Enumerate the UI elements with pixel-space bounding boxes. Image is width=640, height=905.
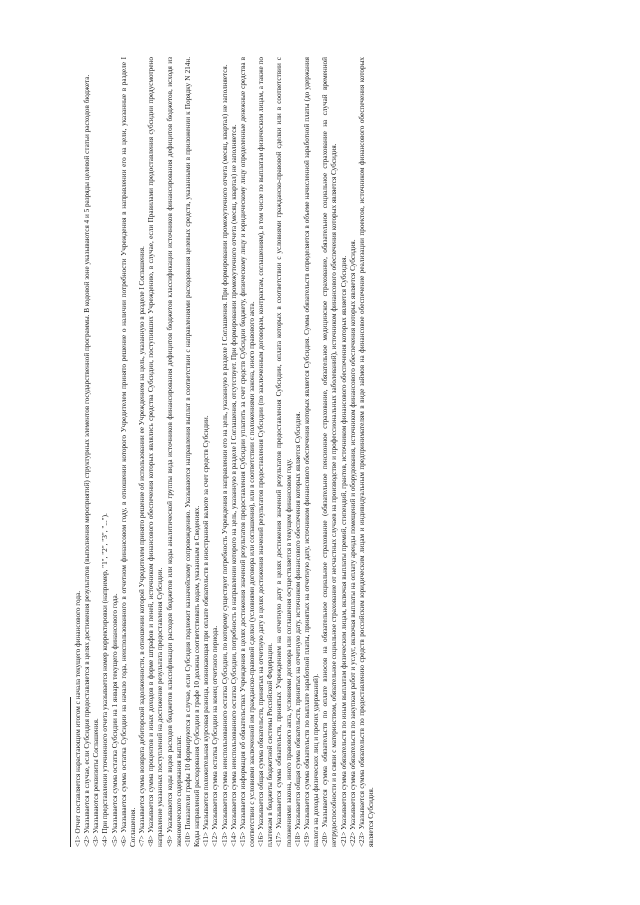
footnote-4: <4> При представлении уточненного отчета указывается номер корректировки (например, "1", "2", "3", "..."). [101, 513, 110, 847]
footnote-19: <19> Указывается сумма обязательств по выплате заработной платы, принятых на отчетную дату, источником финансового обеспечения которых является Субсидия. Сумма обязательств определяется в объеме начисленной заработной платы (до удержания налога на доходы физических лиц и прочих удержаний). [302, 57, 321, 847]
footnote-20: <20> Указывается сумма обязательств по оплате взносов на обязательное социальное страхование (обязательное пенсионное страхование, обязательное медицинское страхование, обязательное социальное страхование на случай временной нетрудоспособности и в связи с материнством, обязательное социальное страхование от несчастных случаев на производстве и профессиональных заболеваний), источником финансового обеспечения которых является Субсидия. [321, 57, 339, 847]
footnote-10: <10> Показатели графы 10 формируются в случае, если Субсидия подлежит казначейскому сопровождению. Указываются направления выплат в соответствии с направлениями расходования целевых средств, указанными в приложении к Порядку N 214н. Коды направлений расходования Субсидии в графе 10 должны соответствовать кодам, указанным в Сведениях. [183, 57, 202, 847]
footnote-1: <1> Отчет составляется нарастающим итогом с начала текущего финансового года. [74, 590, 82, 847]
footnote-3: <3> Указываются реквизиты Соглашения. [92, 718, 101, 847]
footnote-16: <16> Указывается общая сумма обязательств, принятых на отчетную дату в целях достижения значений результатов предоставления Субсидии (по заключенным договорам, контрактам, соглашениям), в том числе по выплатам физическим лицам, а также по платежам в бюджеты бюджетной системы Российской Федерации. [257, 57, 275, 847]
rotated-footnotes-block [70, 57, 570, 847]
footnote-separator-line [70, 697, 71, 847]
footnote-15: <15> Указывается информация об обязательствах Учреждения в целях достижения значений результатов предоставления Субсидии уплатить за счет средств Субсидии бюджету, физическому лицу и юридическому лицу определенные денежные средства в соответствии с условиями заключенной им гражданско-правовой сделки (условиями договора или соглашения), или в соответствии с положениями закона, иного правового акта. [238, 57, 256, 847]
footnote-13: <13> Указывается сумма неиспользованного остатка Субсидии, по которому существует потребность Учреждения в направлении его на цель, указанную в разделе I Соглашения. При формировании промежуточного отчета (месяц, квартал) не заполняется. [220, 64, 229, 847]
footnote-11: <11> Указывается положительная курсовая разница, возникающая при оплате обязательств в иностранной валюте за счет средств Субсидии. [202, 415, 211, 847]
footnote-22: <22> Указывается сумма обязательств по закупкам работ и услуг, включая выплаты на оплату аренды помещений и оборудования, источником финансового обеспечения которых является Субсидия. [348, 239, 357, 847]
footnote-21: <21> Указывается сумма обязательств по иным выплатам физическим лицам, включая выплаты премий, стипендий, грантов, источником финансового обеспечения которых является Субсидия. [339, 255, 348, 847]
footnotes-list [74, 57, 376, 847]
footnote-23: <23> Указывается сумма обязательств по предоставлению средств российским юридическим лицам и индивидуальным предпринимателям в виде займов на финансовое обеспечение реализации проектов, источником финансового обеспечения которых является Субсидия. [357, 57, 375, 847]
footnote-5: <5> Указывается сумма остатка Субсидии на 1 января текущего финансового года. [110, 593, 119, 847]
footnote-14: <14> Указывается сумма неиспользованного остатка Субсидии, потребность в направлении которого на цель, указанную в разделе I Соглашения, отсутствует. При формировании промежуточного отчета (месяц, квартал) не заполняется. [229, 124, 238, 847]
footnote-7: <7> Указывается сумма возврата дебиторской задолженности, в отношении которой Учредителем принято решение об использовании ее Учреждением на цель, указанную в разделе I Соглашения. [138, 246, 147, 847]
footnote-6: <6> Указывается сумма остатка Субсидии на начало года, неиспользованного в отчетном финансовом году, в отношении которого Учредителем принято решение о наличии потребности Учреждения в направлении его на цели, указанные в разделе I Соглашения. [119, 57, 137, 847]
footnote-12: <12> Указывается сумма остатка Субсидии на конец отчетного периода. [211, 625, 220, 847]
footnote-9: <9> Указываются коды видов расходов бюджетов классификации расходов бюджетов или коды аналитической группы вида источников финансирования дефицитов бюджетов классификации источников финансирования дефицитов бюджетов, исходя из экономического содержания выплат. [165, 57, 183, 847]
footnote-2: <2> Указывается в случае, если Субсидия предоставляется в целях достижения результатов (выполнения мероприятий) структурных элементов государственной программы. В кодовой зоне указываются 4 и 5 разряды целевой статьи расходов бюджета. [83, 74, 92, 847]
footnote-8: <8> Указывается сумма процентов и иных доходов в форме штрафов и пеней, источником финансового обеспечения которых являлись средства Субсидии, поступивших Учреждению, в случае, если Правилами предоставления субсидии предусмотрено направление указанных поступлений на достижение результата предоставления Субсидии. [147, 57, 165, 847]
footnote-18: <18> Указывается общая сумма обязательств, принятых на отчетную дату, источником финансового обеспечения которых является Субсидия. [293, 411, 302, 847]
footnote-17: <17> Указывается сумма обязательств, принятых Учреждением на отчетную дату в целях достижения значений результатов предоставления Субсидии, оплата которых в соответствии с условиями гражданско-правовой сделки или в соответствии с положениями закона, иного правового акта, условиями договора или соглашения осуществляется в текущем финансовом году. [275, 57, 293, 847]
